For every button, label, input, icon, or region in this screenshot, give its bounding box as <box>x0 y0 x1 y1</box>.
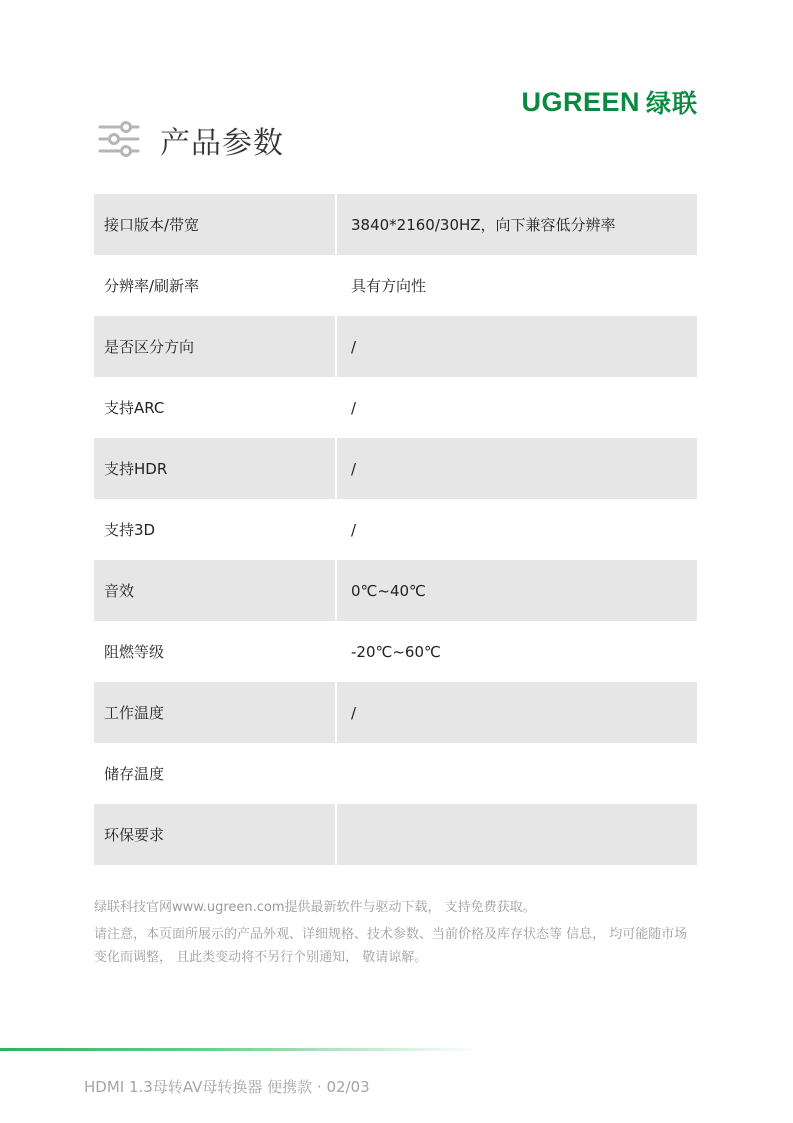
spec-label: 接口版本/带宽 <box>94 194 336 255</box>
spec-label: 音效 <box>94 560 336 621</box>
sliders-icon <box>98 120 140 160</box>
spec-label: 是否区分方向 <box>94 316 336 377</box>
spec-label: 工作温度 <box>94 682 336 743</box>
spec-table <box>94 194 697 865</box>
spec-label: 储存温度 <box>94 743 336 804</box>
spec-label: 环保要求 <box>94 804 336 865</box>
spec-label: 分辨率/刷新率 <box>94 255 336 316</box>
table-row <box>94 438 697 499</box>
table-row <box>94 621 697 682</box>
spec-value: -20℃~60℃ <box>351 642 441 661</box>
spec-label: 支持HDR <box>94 438 336 499</box>
spec-value <box>336 743 697 804</box>
spec-label: 支持3D <box>94 499 336 560</box>
note-disclaimer: 请注意，本页面所展示的产品外观、详细规格、技术参数、当前价格及库存状态等 信息， 均可能随市场变化而调整， 且此类变动将不另行个别通知， 敬请谅解。 <box>94 927 688 965</box>
section-title: 产品参数 <box>160 126 284 161</box>
footer-divider <box>0 1048 480 1051</box>
table-row <box>94 194 697 255</box>
brand-name-cn: 绿联 <box>645 89 698 118</box>
note-download: 绿联科技官网www.ugreen.com提供最新软件与驱动下载， 支持免费获取。 <box>94 900 536 915</box>
table-row <box>94 743 697 804</box>
table-row <box>94 255 697 316</box>
table-row <box>94 499 697 560</box>
spec-label: 阻燃等级 <box>94 621 336 682</box>
spec-value: 0℃~40℃ <box>336 560 697 621</box>
spec-label: 支持ARC <box>94 377 336 438</box>
table-row <box>94 682 697 743</box>
section-header <box>98 118 284 162</box>
spec-value <box>336 804 697 865</box>
spec-value: / <box>336 438 697 499</box>
spec-value: / <box>336 316 697 377</box>
spec-value: / <box>351 520 357 539</box>
table-row <box>94 560 697 621</box>
brand-name-en: UGREEN <box>521 86 640 117</box>
spec-value: 3840*2160/30HZ，向下兼容低分辨率 <box>336 194 697 255</box>
table-row <box>94 804 697 865</box>
spec-value: 具有方向性 <box>351 277 427 295</box>
brand-logo <box>521 84 698 120</box>
table-row <box>94 377 697 438</box>
spec-value: / <box>336 682 697 743</box>
footer-page-label: HDMI 1.3母转AV母转换器 便携款 · 02/03 <box>84 1078 370 1096</box>
notes <box>94 896 697 973</box>
table-row <box>94 316 697 377</box>
spec-value: / <box>351 398 357 417</box>
